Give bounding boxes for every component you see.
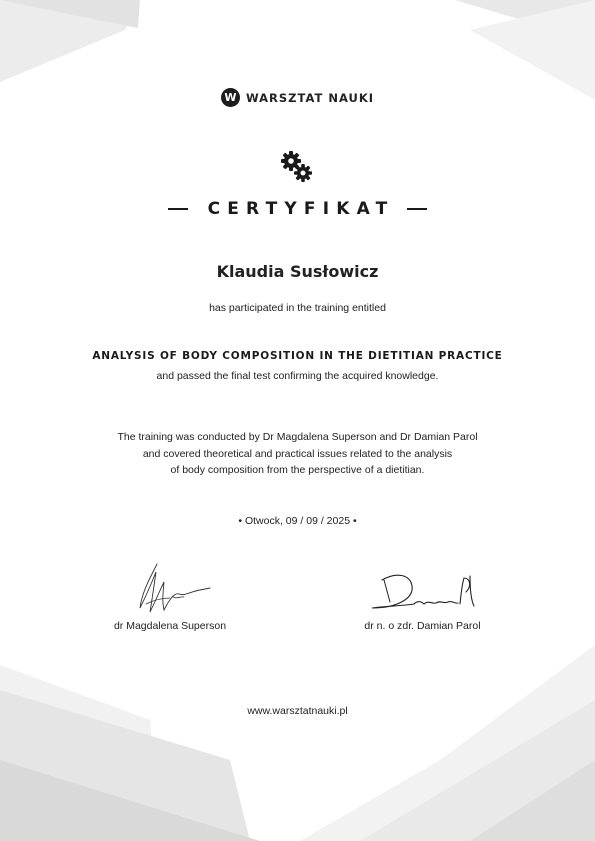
title-row — [0, 199, 595, 219]
description-line: of body composition from the perspective of a dietitian. — [170, 464, 425, 476]
signature-parol — [366, 570, 478, 614]
brand-logo-icon: W — [221, 88, 240, 107]
course-title: ANALYSIS OF BODY COMPOSITION IN THE DIETITIAN PRACTICE — [92, 350, 503, 362]
signature-superson — [132, 560, 217, 618]
title-dash-left — [168, 208, 188, 210]
certificate-title: CERTYFIKAT — [207, 199, 395, 219]
signatory-name: dr n. o zdr. Damian Parol — [364, 620, 481, 632]
description — [0, 429, 595, 479]
description-line: and covered theoretical and practical issues related to the analysis — [142, 447, 453, 460]
brand-header — [0, 88, 595, 107]
gears-icon — [280, 150, 314, 184]
website-link[interactable]: www.warsztatnauki.pl — [247, 705, 348, 717]
title-dash-right — [407, 208, 427, 210]
place-date: • Otwock, 09 / 09 / 2025 • — [238, 515, 357, 527]
brand-name: WARSZTAT NAUKI — [245, 90, 375, 105]
signatory-name: dr Magdalena Superson — [113, 620, 227, 632]
passed-text: and passed the final test confirming the acquired knowledge. — [156, 370, 439, 382]
intro-text: has participated in the training entitled — [209, 302, 386, 314]
description-line: The training was conducted by Dr Magdalena Superson and Dr Damian Parol — [117, 431, 478, 443]
recipient-name: Klaudia Susłowicz — [216, 262, 379, 281]
